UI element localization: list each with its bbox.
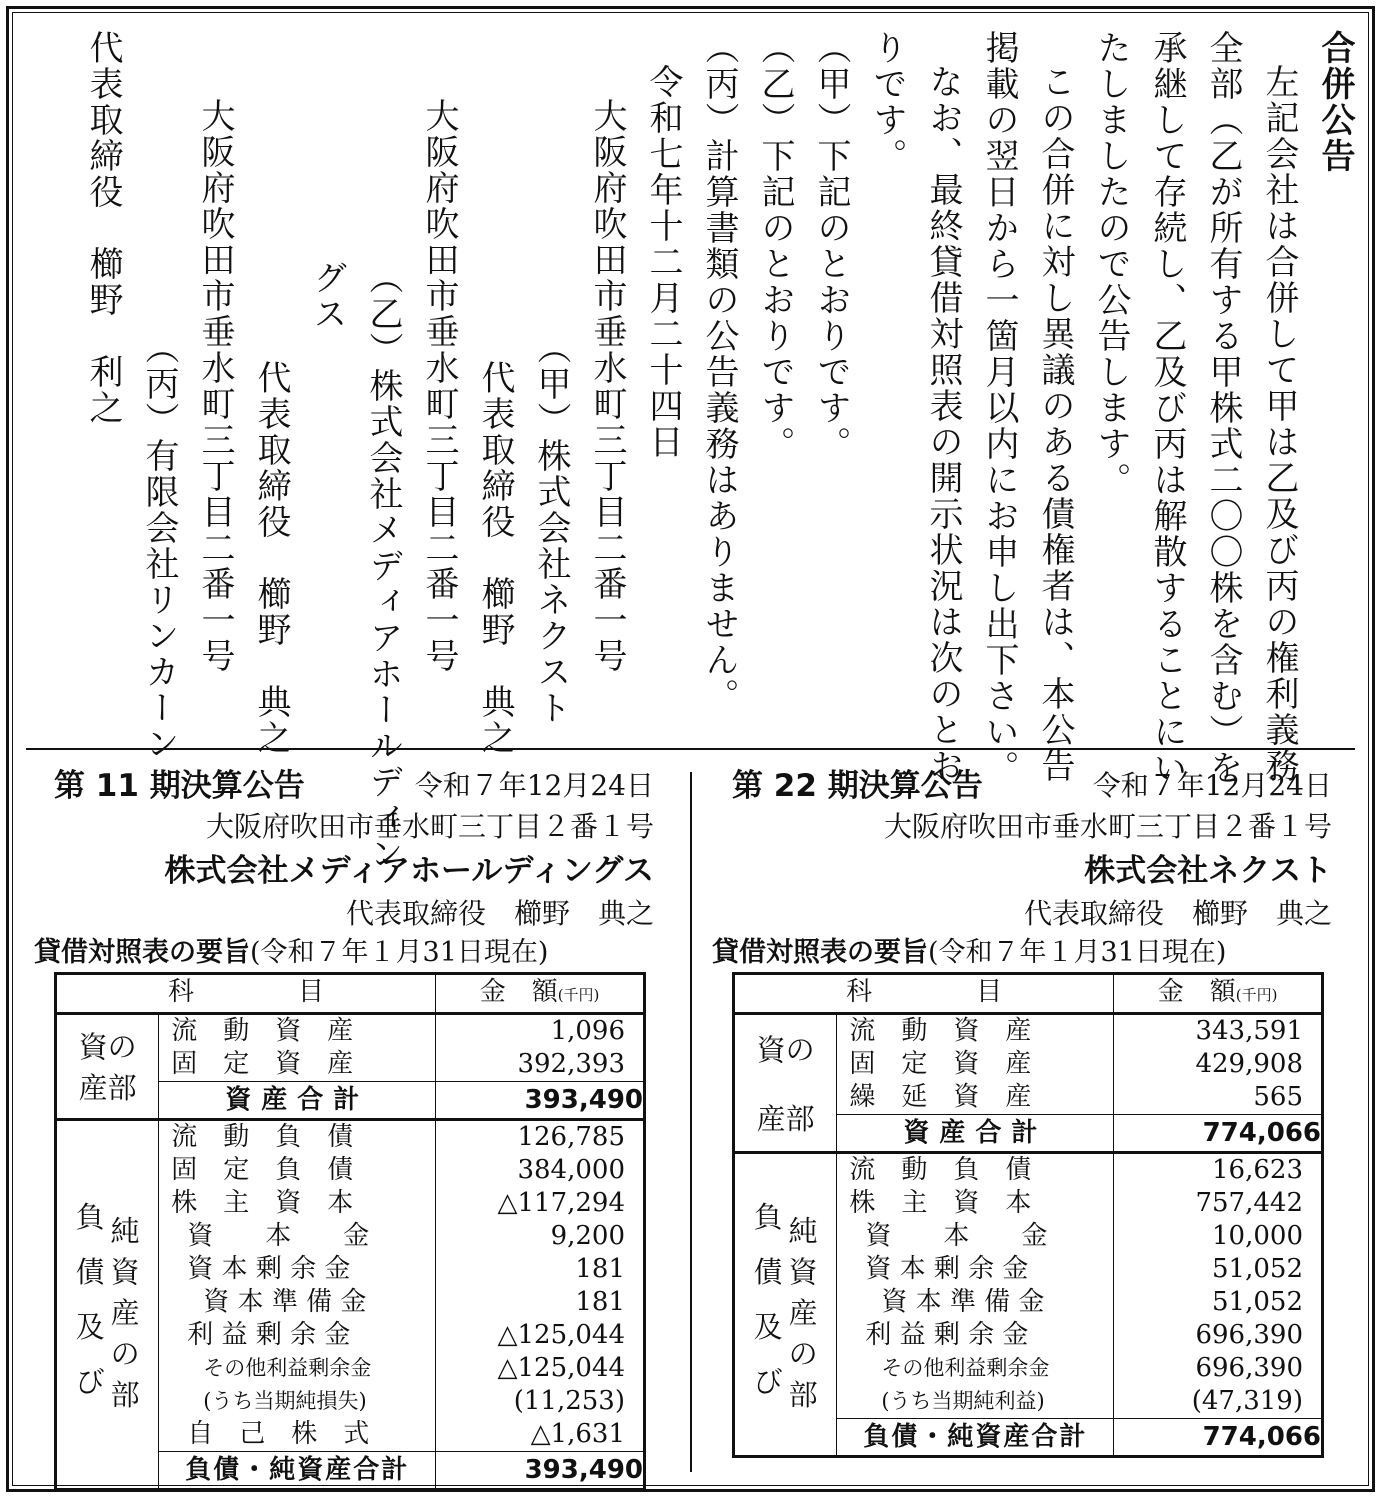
liab-total-label: 負債・純資産合計 bbox=[159, 1451, 436, 1489]
liab-label-char: 資 bbox=[788, 1254, 818, 1289]
liab-label-char: び bbox=[753, 1364, 783, 1399]
settlement-title: 第 11 期決算公告 bbox=[54, 768, 305, 804]
assets-label-line: 産部 bbox=[756, 1101, 815, 1136]
notice-line: なお、最終貸借対照表の開示状況は次のとお bbox=[923, 64, 963, 784]
notice-line: （乙）下記のとおりです。 bbox=[755, 30, 795, 462]
liability-amount: △117,294 bbox=[497, 1187, 625, 1218]
notice-representative: 代表取締役 櫛野 利之 bbox=[83, 30, 123, 426]
notice-line: 掲載の翌日から一箇月以内にお申し出下さい。 bbox=[979, 30, 1019, 786]
liability-amount: 696,390 bbox=[1195, 1352, 1303, 1383]
liab-label-char: 純 bbox=[110, 1213, 140, 1248]
liab-label-char: 部 bbox=[110, 1377, 140, 1412]
liability-item: その他利益剰余金 bbox=[881, 1355, 1050, 1380]
liability-amount: 181 bbox=[575, 1286, 625, 1317]
liability-item: 固 定 負 債 bbox=[171, 1154, 354, 1185]
notice-line: りです。 bbox=[867, 30, 907, 174]
liability-amounts bbox=[436, 1119, 645, 1451]
liability-amount: 51,052 bbox=[1212, 1253, 1303, 1284]
liab-label-col bbox=[754, 1195, 783, 1414]
header-amount bbox=[1114, 974, 1323, 1014]
notice-line: 左記会社は合併して甲は乙及び丙の権利義務 bbox=[1259, 64, 1299, 784]
balance-sheet-table bbox=[732, 972, 1324, 1458]
notice-line: （甲）下記のとおりです。 bbox=[811, 30, 851, 462]
header-item: 科 目 bbox=[734, 974, 1114, 1014]
liability-amount: 9,200 bbox=[550, 1220, 625, 1251]
header-amount-label: 金 額 bbox=[479, 977, 558, 1007]
company-address: 大阪府吹田市垂水町三丁目２番１号 bbox=[883, 810, 1332, 843]
liab-total-amount: 774,066 bbox=[1114, 1418, 1323, 1456]
liab-label-char: 純 bbox=[788, 1213, 818, 1248]
liability-item: 利 益 剰 余 金 bbox=[187, 1319, 351, 1350]
liability-amount: (47,319) bbox=[1191, 1385, 1303, 1416]
liabilities-section-label bbox=[56, 1119, 159, 1489]
liability-amount: 51,052 bbox=[1212, 1286, 1303, 1317]
liability-amount: 696,390 bbox=[1195, 1319, 1303, 1350]
settlement-date: 令和７年12月24日 bbox=[1092, 769, 1332, 802]
liab-label-char: 負 bbox=[753, 1199, 783, 1234]
liab-label-col bbox=[111, 1195, 140, 1414]
asset-amount: 343,591 bbox=[1195, 1016, 1303, 1046]
assets-total-label: 資産合計 bbox=[159, 1081, 436, 1119]
liab-total-label: 負債・純資産合計 bbox=[837, 1418, 1114, 1456]
liab-label-char: び bbox=[75, 1364, 105, 1399]
bs-title-date: (令和７年１月31日現在) bbox=[928, 937, 1227, 968]
liability-amount: (11,253) bbox=[513, 1385, 625, 1416]
asset-amounts bbox=[436, 1014, 645, 1082]
liability-item: (うち当期純損失) bbox=[203, 1388, 367, 1413]
notice-line: （丙）計算書類の公告義務はありません。 bbox=[699, 30, 739, 714]
liabilities-section-label bbox=[734, 1152, 837, 1456]
liab-label-columns bbox=[57, 1195, 158, 1414]
liability-item: 資 本 準 備 金 bbox=[203, 1286, 367, 1317]
liab-label-char: 負 bbox=[75, 1199, 105, 1234]
liability-items bbox=[837, 1152, 1114, 1418]
header-unit: (千円) bbox=[557, 986, 600, 1004]
section-divider bbox=[26, 748, 1355, 750]
liab-label-char: 資 bbox=[110, 1254, 140, 1289]
representative: 代表取締役 櫛野 典之 bbox=[345, 897, 654, 930]
liability-item: (うち当期純利益) bbox=[881, 1388, 1045, 1413]
assets-total-label: 資産合計 bbox=[837, 1114, 1114, 1152]
liability-item: 資 本 剰 余 金 bbox=[865, 1253, 1029, 1284]
liability-item: 資 本 金 bbox=[865, 1220, 1048, 1251]
liab-label-col bbox=[789, 1195, 818, 1414]
liability-item: 資 本 準 備 金 bbox=[881, 1286, 1045, 1317]
liability-amount: 384,000 bbox=[517, 1154, 625, 1185]
liability-item: その他利益剰余金 bbox=[203, 1355, 372, 1380]
liability-amount: 757,442 bbox=[1195, 1187, 1303, 1218]
bs-title-main: 貸借対照表の要旨 bbox=[712, 937, 928, 968]
liab-label-char: の bbox=[110, 1336, 140, 1371]
asset-items bbox=[159, 1014, 436, 1082]
liab-label-char: 部 bbox=[788, 1377, 818, 1412]
notice-address: 大阪府吹田市垂水町三丁目二番一号 bbox=[195, 98, 235, 674]
column-divider bbox=[690, 772, 692, 1472]
liability-items bbox=[159, 1119, 436, 1451]
asset-item: 繰 延 資 産 bbox=[849, 1082, 1032, 1112]
liab-label-columns bbox=[735, 1195, 836, 1414]
assets-label-line: 資の bbox=[756, 1032, 815, 1067]
liability-amount: 126,785 bbox=[517, 1121, 625, 1152]
header-item: 科 目 bbox=[56, 974, 436, 1014]
notice-company: （丙）有限会社リンカーン bbox=[139, 330, 179, 762]
liability-item: 流 動 負 債 bbox=[171, 1121, 354, 1152]
liability-amount: △125,044 bbox=[497, 1319, 625, 1350]
liability-amounts bbox=[1114, 1152, 1323, 1418]
assets-label-line: 資の bbox=[78, 1030, 137, 1065]
header-amount-label: 金 額 bbox=[1157, 977, 1236, 1007]
liability-item: 資 本 剰 余 金 bbox=[187, 1253, 351, 1284]
header-amount bbox=[436, 974, 645, 1014]
assets-section-label bbox=[734, 1014, 837, 1153]
notice-address: 大阪府吹田市垂水町三丁目二番一号 bbox=[419, 98, 459, 674]
liability-amount: 181 bbox=[575, 1253, 625, 1284]
liab-label-char: 及 bbox=[753, 1309, 783, 1344]
notice-company-cont: グス bbox=[307, 260, 347, 332]
balance-sheet-table bbox=[54, 972, 646, 1491]
asset-items bbox=[837, 1014, 1114, 1115]
header-unit: (千円) bbox=[1235, 986, 1278, 1004]
notice-representative: 代表取締役 櫛野 典之 bbox=[251, 360, 291, 756]
asset-item: 固 定 資 産 bbox=[849, 1049, 1032, 1079]
company-name: 株式会社ネクスト bbox=[1084, 853, 1332, 889]
liab-total-amount: 393,490 bbox=[436, 1451, 645, 1489]
settlement-left bbox=[34, 760, 662, 1491]
settlement-date: 令和７年12月24日 bbox=[414, 769, 654, 802]
liability-item: 利 益 剰 余 金 bbox=[865, 1319, 1029, 1350]
company-name: 株式会社メディアホールディングス bbox=[164, 853, 654, 889]
notice-line: 全部（乙が所有する甲株式二〇〇株を含む）を bbox=[1203, 30, 1243, 786]
liab-label-char: 債 bbox=[75, 1254, 105, 1289]
asset-item: 流 動 資 産 bbox=[849, 1016, 1032, 1046]
asset-amount: 565 bbox=[1253, 1082, 1303, 1112]
liability-item: 自 己 株 式 bbox=[187, 1418, 370, 1449]
asset-amount: 392,393 bbox=[517, 1049, 625, 1079]
liability-item: 株 主 資 本 bbox=[849, 1187, 1032, 1218]
notice-line: 承継して存続し、乙及び丙は解散することにい bbox=[1147, 30, 1187, 786]
settlement-right bbox=[712, 760, 1340, 1458]
company-address: 大阪府吹田市垂水町三丁目２番１号 bbox=[205, 810, 654, 843]
assets-section-label bbox=[56, 1014, 159, 1120]
balance-sheet-title bbox=[34, 934, 662, 972]
liab-label-col bbox=[76, 1195, 105, 1414]
representative: 代表取締役 櫛野 典之 bbox=[1023, 897, 1332, 930]
assets-label-line: 産部 bbox=[78, 1071, 137, 1106]
liability-amount: 10,000 bbox=[1212, 1220, 1303, 1251]
notice-date: 令和七年十二月二十四日 bbox=[643, 64, 683, 460]
bs-title-main: 貸借対照表の要旨 bbox=[34, 937, 250, 968]
assets-total-amount: 393,490 bbox=[436, 1081, 645, 1119]
notice-company: （甲）株式会社ネクスト bbox=[531, 330, 571, 726]
notice-line: この合併に対し異議のある債権者は、本公告 bbox=[1035, 64, 1075, 784]
liability-amount: 16,623 bbox=[1212, 1154, 1303, 1185]
settlement-title: 第 22 期決算公告 bbox=[732, 768, 983, 804]
notice-company: （乙）株式会社メディアホールディン bbox=[363, 260, 403, 872]
liability-amount: △1,631 bbox=[530, 1418, 625, 1449]
bs-title-date: (令和７年１月31日現在) bbox=[250, 937, 549, 968]
liability-amount: △125,044 bbox=[497, 1352, 625, 1383]
notice-address: 大阪府吹田市垂水町三丁目二番一号 bbox=[587, 98, 627, 674]
liability-item: 流 動 負 債 bbox=[849, 1154, 1032, 1185]
liab-label-char: 産 bbox=[110, 1295, 140, 1330]
assets-total-amount: 774,066 bbox=[1114, 1114, 1323, 1152]
balance-sheet-title bbox=[712, 934, 1340, 972]
asset-amount: 1,096 bbox=[550, 1016, 625, 1046]
notice-line: たしましたので公告します。 bbox=[1091, 30, 1131, 498]
asset-amounts bbox=[1114, 1014, 1323, 1115]
liab-label-char: 及 bbox=[75, 1309, 105, 1344]
liab-label-char: 産 bbox=[788, 1295, 818, 1330]
liability-item: 資 本 金 bbox=[187, 1220, 370, 1251]
notice-representative: 代表取締役 櫛野 典之 bbox=[475, 360, 515, 756]
asset-item: 固 定 資 産 bbox=[171, 1049, 354, 1079]
liab-label-char: の bbox=[788, 1336, 818, 1371]
liability-item: 株 主 資 本 bbox=[171, 1187, 354, 1218]
asset-item: 流 動 資 産 bbox=[171, 1016, 354, 1046]
liab-label-char: 債 bbox=[753, 1254, 783, 1289]
merger-heading: 合併公告 bbox=[1315, 30, 1355, 174]
asset-amount: 429,908 bbox=[1195, 1049, 1303, 1079]
